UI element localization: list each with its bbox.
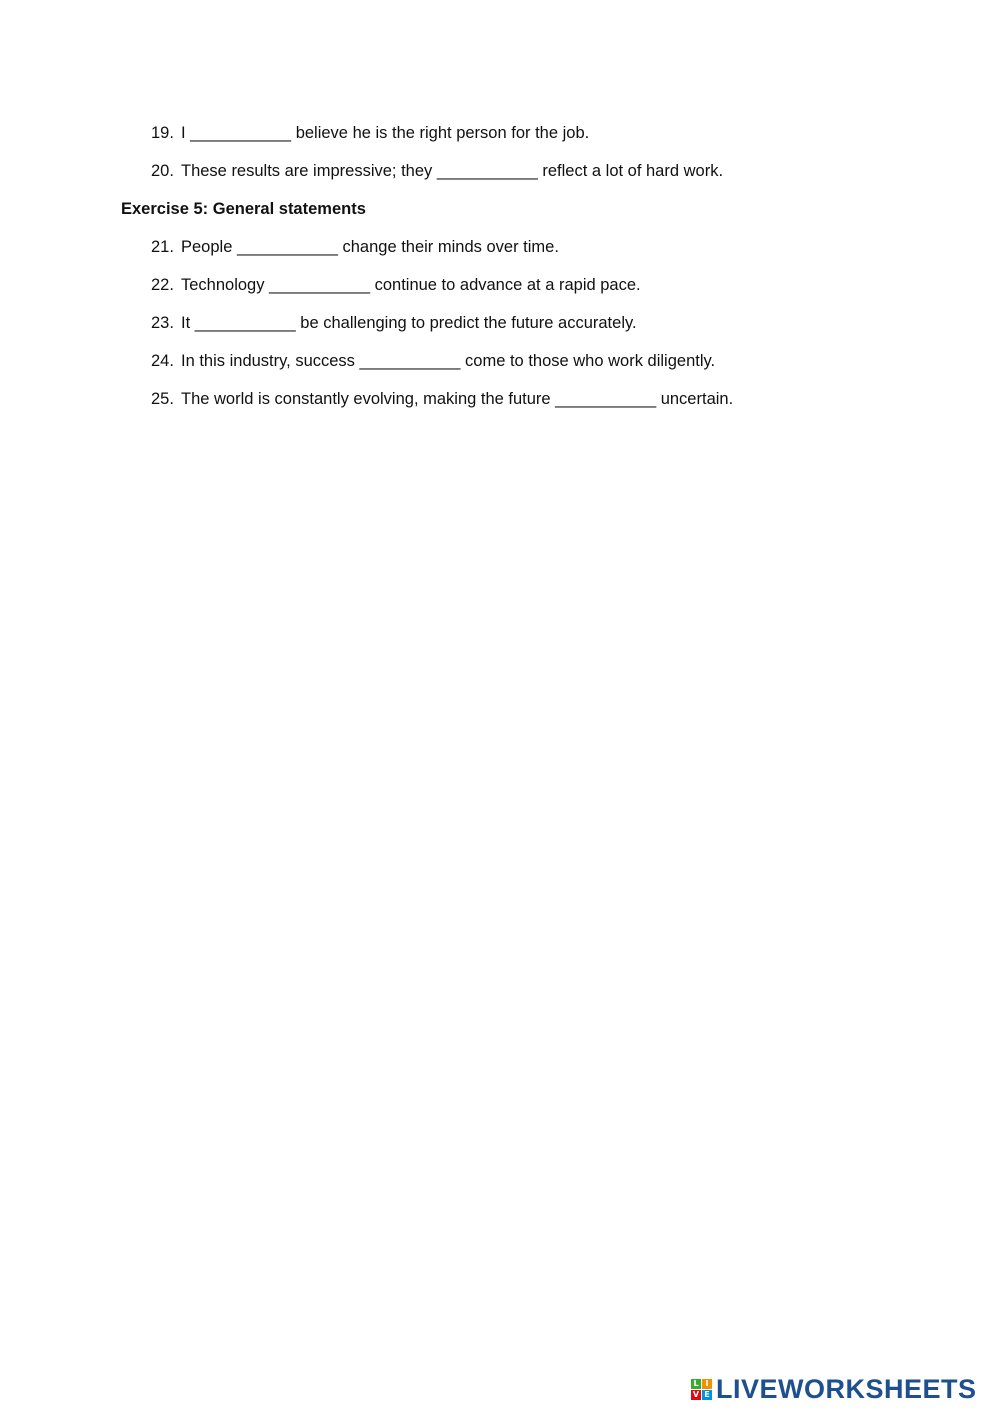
item-number: 21.	[151, 238, 174, 256]
item-sentence: I ___________ believe he is the right person for the job.	[181, 124, 590, 142]
item-sentence: It ___________ be challenging to predict the future accurately.	[181, 314, 637, 332]
exercise-item-21	[151, 235, 881, 259]
logo-letter-i: I	[702, 1379, 712, 1389]
exercise-item-24	[151, 349, 881, 373]
item-number: 23.	[151, 314, 174, 332]
exercise-item-22	[151, 273, 881, 297]
logo-letter-l: L	[691, 1379, 701, 1389]
item-sentence: In this industry, success ___________ come to those who work diligently.	[181, 352, 716, 370]
item-sentence: These results are impressive; they ___________ reflect a lot of hard work.	[181, 162, 724, 180]
liveworksheets-logo-text: LIVEWORKSHEETS	[716, 1374, 977, 1404]
liveworksheets-logo-icon	[691, 1379, 712, 1400]
exercise-item-20	[151, 159, 881, 183]
liveworksheets-logo[interactable]	[691, 1374, 977, 1404]
exercise-heading: Exercise 5: General statements	[121, 200, 366, 218]
exercise-item-25	[151, 387, 881, 411]
item-number: 25.	[151, 390, 174, 408]
exercise-item-19	[151, 121, 881, 145]
item-sentence: People ___________ change their minds over time.	[181, 238, 559, 256]
logo-letter-e: E	[702, 1390, 712, 1400]
item-number: 24.	[151, 352, 174, 370]
item-number: 19.	[151, 124, 174, 142]
item-number: 20.	[151, 162, 174, 180]
item-number: 22.	[151, 276, 174, 294]
item-sentence: Technology ___________ continue to advance at a rapid pace.	[181, 276, 641, 294]
item-sentence: The world is constantly evolving, making the future ___________ uncertain.	[181, 390, 734, 408]
logo-letter-v: V	[692, 1389, 700, 1399]
worksheet-content	[121, 121, 881, 425]
exercise-item-23	[151, 311, 881, 335]
